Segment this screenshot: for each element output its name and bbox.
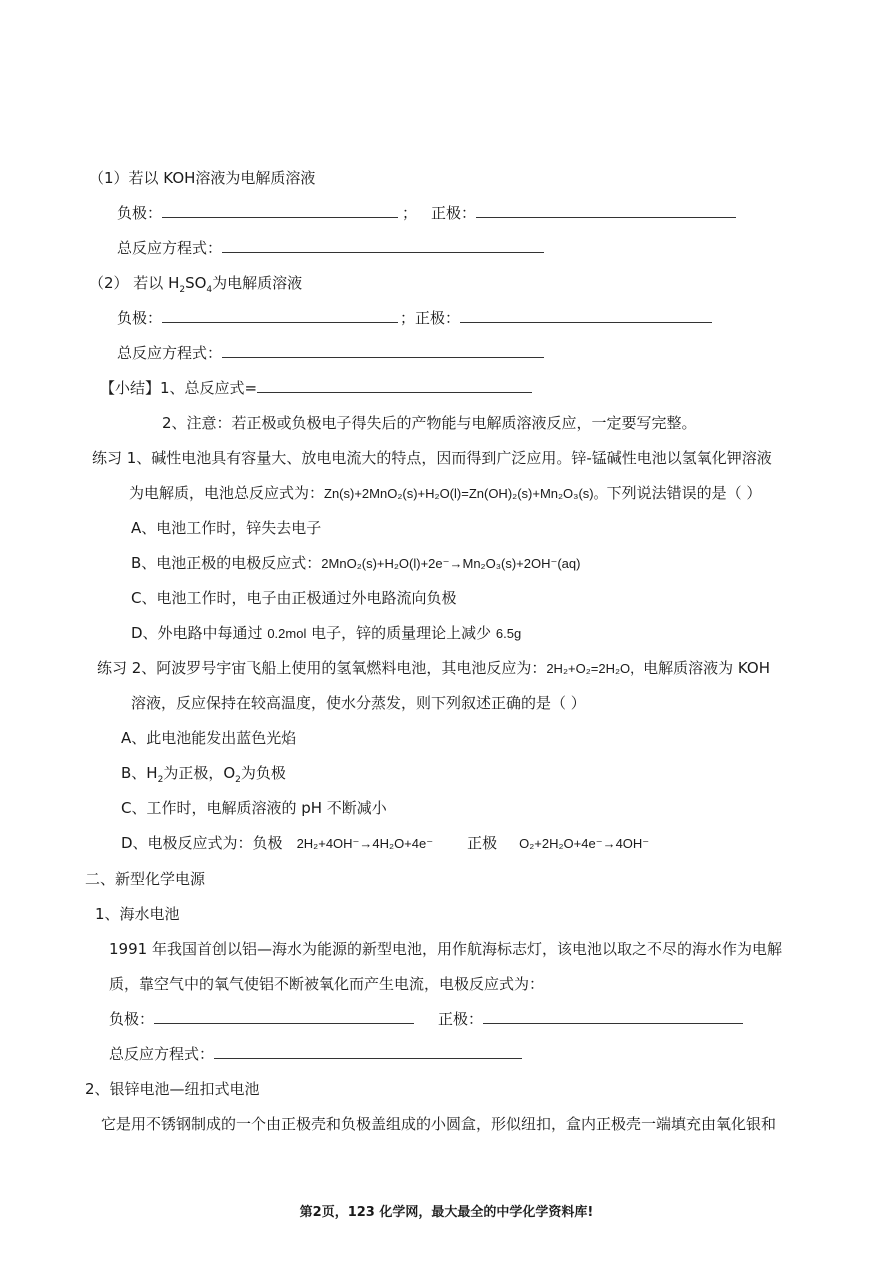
ex2-optd-prefix: D、电极反应式为：负极 [121,834,283,852]
ex2-line1 [97,658,770,679]
summary-label: 【小结】1、总反应式= [100,379,258,397]
ex2-optb-sub1: 2 [157,775,164,785]
ex2-optb-b: 为正极，O [163,764,236,782]
ex1-optd-b: 0.2mol [267,626,307,641]
total-label: 总反应方程式： [109,1045,215,1063]
ex1-line2-prefix: 为电解质，电池总反应式为： [129,484,325,502]
s2-title-c: 为电解质溶液 [212,274,303,292]
s2-total [117,343,544,363]
ex2-formula: 2H₂+O₂=2H₂O， [546,661,644,676]
ex1-formula: Zn(s)+2MnO₂(s)+H₂O(l)=Zn(OH)₂(s)+Mn₂O₃(s)。 [324,486,607,501]
ex2-optd-neg: 2H₂+4OH⁻→4H₂O+4e⁻ [296,836,434,851]
s2-title-a: （2） 若以 H [89,274,180,292]
ex1-option-d[interactable] [131,623,521,644]
ex1-optb-formula: 2MnO₂(s)+H₂O(l)+2e⁻→Mn₂O₃(s)+2OH⁻(aq) [321,556,581,571]
ex2-line2: 溶液，反应保持在较高温度，使水分蒸发，则下列叙述正确的是（ ） [131,694,586,712]
pos-label: 正极： [431,204,477,222]
pos-label: 正极： [415,309,461,327]
neg-label: 负极： [109,1010,155,1028]
pos-blank[interactable] [460,308,712,323]
page-footer: 第2页，123 化学网，最大最全的中学化学资料库! [299,1205,594,1220]
total-blank[interactable] [222,343,544,358]
total-blank[interactable] [222,238,544,253]
pos-blank[interactable] [476,203,736,218]
s1-electrodes [117,203,736,223]
ex2-optb-sub2: 2 [235,775,241,785]
ex2-optd-pos: O₂+2H₂O+4e⁻→4OH⁻ [519,836,650,851]
section2-sub2-title: 2、银锌电池—纽扣式电池 [85,1080,260,1098]
ex1-line2-suffix: 下列说法错误的是（ ） [606,484,762,502]
separator: ； [402,204,418,222]
summary-line [100,378,532,398]
total-label: 总反应方程式： [117,344,223,362]
section2-sub1-text2: 质，靠空气中的氧气使铝不断被氧化而产生电流，电极反应式为： [109,975,545,993]
neg-label: 负极： [117,309,163,327]
ex2-optd-pos-label: 正极 [467,834,498,852]
s1-title: （1）若以 KOH溶液为电解质溶液 [89,169,316,187]
ex2-option-a[interactable]: A、此电池能发出蓝色光焰 [121,729,297,747]
section2-sub1-text1: 1991 年我国首创以铝—海水为能源的新型电池，用作航海标志灯，该电池以取之不尽的海水作为电解 [109,940,782,958]
ex1-option-b[interactable] [131,553,580,574]
ex2-option-d[interactable] [121,833,649,854]
ex1-line2 [129,483,761,504]
summary-blank[interactable] [257,378,532,393]
section2-sub2-text: 它是用不锈钢制成的一个由正极壳和负极盖组成的小圆盒，形似纽扣，盒内正极壳一端填充由氧化银和 [101,1115,777,1133]
ex1-option-c[interactable]: C、电池工作时，电子由正极通过外电路流向负极 [131,589,457,607]
ex2-optb-c: 为负极 [240,764,286,782]
s2-sub1: 2 [179,285,186,295]
total-label: 总反应方程式： [117,239,223,257]
s2-title-b: SO [185,274,207,292]
s2-title [89,273,302,300]
ex2-option-c[interactable]: C、工作时，电解质溶液的 pH 不断减小 [121,799,387,817]
ex1-line1: 练习 1、碱性电池具有容量大、放电电流大的特点，因而得到广泛应用。锌-锰碱性电池以氢氧化钾溶液 [92,449,772,467]
section2-total [109,1044,522,1064]
ex1-optd-c: 电子，锌的质量理论上减少 [306,624,496,642]
neg-blank[interactable] [154,1009,414,1024]
section2-electrodes [109,1009,743,1029]
ex1-optb-prefix: B、电池正极的电极反应式： [131,554,322,572]
ex1-optd-a: D、外电路中每通过 [131,624,268,642]
ex2-line1-suffix: 电解质溶液为 KOH [643,659,770,677]
section2-sub1-title: 1、海水电池 [95,905,180,923]
total-blank[interactable] [214,1044,522,1059]
s1-total [117,238,544,258]
ex2-option-b[interactable] [121,763,286,790]
summary-note: 2、注意：若正极或负极电子得失后的产物能与电解质溶液反应，一定要写完整。 [162,414,697,432]
s2-electrodes [117,308,712,328]
section2-title: 二、新型化学电源 [85,870,206,888]
ex1-optd-d: 6.5g [495,626,522,641]
pos-blank[interactable] [483,1009,743,1024]
ex1-option-a[interactable]: A、电池工作时，锌失去电子 [131,519,322,537]
pos-label: 正极： [438,1010,484,1028]
ex2-optb-a: B、H [121,764,158,782]
s2-sub2: 4 [206,285,213,295]
ex2-line1-prefix: 练习 2、阿波罗号宇宙飞船上使用的氢氧燃料电池，其电池反应为： [97,659,547,677]
separator: ； [400,309,416,327]
neg-blank[interactable] [162,308,398,323]
neg-label: 负极： [117,204,163,222]
neg-blank[interactable] [162,203,398,218]
